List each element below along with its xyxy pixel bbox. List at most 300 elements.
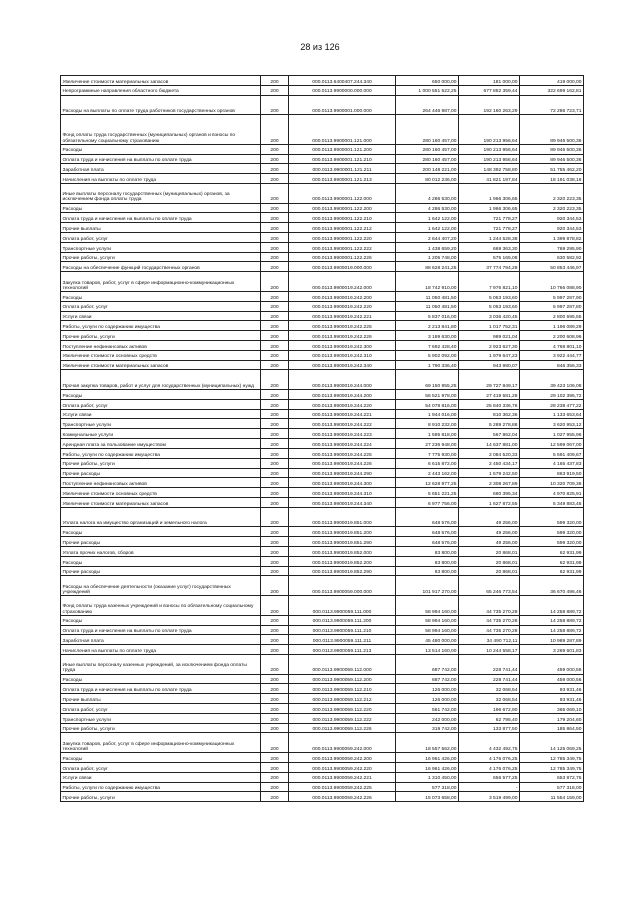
line-code-cell: 200: [261, 390, 289, 400]
executed-amount-cell: 44 735 270,28: [459, 615, 520, 625]
table-row: [61, 527, 584, 537]
executed-amount-cell: 721 778,27: [459, 213, 520, 223]
row-name-cell: Оплата работ, услуг: [61, 704, 261, 714]
executed-amount-cell: 133 877,50: [459, 723, 520, 733]
classification-code-cell: 000.0113.9900001.121.210: [289, 154, 396, 164]
classification-code-cell: 000.0113.9900001.122.220: [289, 233, 396, 243]
approved-amount-cell: 4 286 530,00: [396, 183, 459, 203]
table-row: [61, 713, 584, 723]
unexecuted-amount-cell: 93 931,46: [520, 694, 584, 704]
line-code-cell: 200: [261, 615, 289, 625]
classification-code-cell: 000.0113.9900059.111.000: [289, 596, 396, 616]
approved-amount-cell: 11 050 481,50: [396, 291, 459, 301]
unexecuted-amount-cell: 459 000,56: [520, 674, 584, 684]
approved-amount-cell: 15 073 658,00: [396, 792, 459, 802]
table-row: [61, 115, 584, 144]
unexecuted-amount-cell: 179 204,60: [520, 713, 584, 723]
approved-amount-cell: 18 557 562,00: [396, 733, 459, 753]
approved-amount-cell: 80 012 236,00: [396, 174, 459, 184]
table-row: [61, 242, 584, 252]
line-code-cell: 200: [261, 723, 289, 733]
classification-code-cell: 000.0113.9900001.122.212: [289, 223, 396, 233]
row-name-cell: Расходы на обеспечение деятельности (оказание услуг) государственных учреждений: [61, 576, 261, 596]
approved-amount-cell: 5 651 221,25: [396, 488, 459, 498]
approved-amount-cell: 69 150 955,25: [396, 370, 459, 390]
row-name-cell: Увеличение стоимости материальных запасов: [61, 360, 261, 370]
executed-amount-cell: 20 868,01: [459, 547, 520, 557]
approved-amount-cell: 1 310 450,00: [396, 772, 459, 782]
unexecuted-amount-cell: 89 946 500,36: [520, 154, 584, 164]
line-code-cell: 200: [261, 321, 289, 331]
unexecuted-amount-cell: 1 133 653,64: [520, 409, 584, 419]
approved-amount-cell: 6 977 756,00: [396, 497, 459, 507]
row-name-cell: Расходы: [61, 753, 261, 763]
line-code-cell: 200: [261, 115, 289, 144]
unexecuted-amount-cell: 62 931,99: [520, 547, 584, 557]
row-name-cell: Расходы: [61, 615, 261, 625]
row-name-cell: Закупка товаров, работ, услуг в сфере информационно-коммуникационных технологий: [61, 272, 261, 292]
row-name-cell: Закупка товаров, работ, услуг в сфере информационно-коммуникационных технологий: [61, 733, 261, 753]
line-code-cell: 200: [261, 242, 289, 252]
unexecuted-amount-cell: 5 691 409,67: [520, 448, 584, 458]
line-code-cell: 200: [261, 154, 289, 164]
approved-amount-cell: 3 189 630,00: [396, 331, 459, 341]
line-code-cell: 200: [261, 213, 289, 223]
executed-amount-cell: 29 727 849,17: [459, 370, 520, 390]
budget-table: [60, 75, 584, 802]
classification-code-cell: 000.0113.9900001.000.000: [289, 95, 396, 115]
unexecuted-amount-cell: 5 997 287,90: [520, 291, 584, 301]
line-code-cell: 200: [261, 497, 289, 507]
line-code-cell: 200: [261, 527, 289, 537]
table-row: [61, 468, 584, 478]
classification-code-cell: 000.0113.9900019.851.290: [289, 537, 396, 547]
row-name-cell: Начисления на выплаты по оплате труда: [61, 174, 261, 184]
row-name-cell: Увеличение стоимости материальных запасов: [61, 497, 261, 507]
classification-code-cell: 000.0113.9900059.112.212: [289, 694, 396, 704]
executed-amount-cell: 656 577,25: [459, 772, 520, 782]
row-name-cell: Иные выплаты персоналу казенных учреждений, за исключением фонда оплаты труда: [61, 654, 261, 674]
executed-amount-cell: 989 021,04: [459, 331, 520, 341]
line-code-cell: 200: [261, 331, 289, 341]
line-code-cell: 200: [261, 448, 289, 458]
classification-code-cell: 000.0113.9900001.122.222: [289, 242, 396, 252]
classification-code-cell: 000.0113.9900019.242.226: [289, 331, 396, 341]
row-name-cell: Транспортные услуги: [61, 242, 261, 252]
unexecuted-amount-cell: 39 423 106,08: [520, 370, 584, 390]
line-code-cell: 200: [261, 429, 289, 439]
line-code-cell: 200: [261, 272, 289, 292]
table-row: [61, 262, 584, 272]
executed-amount-cell: 181 000,00: [459, 76, 520, 86]
row-name-cell: Начисления на выплаты по оплате труда: [61, 645, 261, 655]
unexecuted-amount-cell: 3 922 444,77: [520, 350, 584, 360]
line-code-cell: 200: [261, 772, 289, 782]
classification-code-cell: 000.0113.9900019.242.220: [289, 301, 396, 311]
unexecuted-amount-cell: 2 200 608,96: [520, 331, 584, 341]
executed-amount-cell: 20 868,01: [459, 566, 520, 576]
table-row: [61, 684, 584, 694]
unexecuted-amount-cell: 185 864,50: [520, 723, 584, 733]
classification-code-cell: 000.0113.9900019.242.221: [289, 311, 396, 321]
approved-amount-cell: 5 902 092,00: [396, 350, 459, 360]
unexecuted-amount-cell: 28 238 477,22: [520, 399, 584, 409]
approved-amount-cell: 648 576,00: [396, 507, 459, 527]
classification-code-cell: 000.0113.9900019.242.200: [289, 291, 396, 301]
classification-code-cell: 000.0113.9900059.112.222: [289, 713, 396, 723]
row-name-cell: Уплата налога на имущество организаций и земельного налога: [61, 507, 261, 527]
executed-amount-cell: 190 213 956,64: [459, 115, 520, 144]
executed-amount-cell: -: [459, 782, 520, 792]
table-row: [61, 272, 584, 292]
executed-amount-cell: 1 244 528,38: [459, 233, 520, 243]
unexecuted-amount-cell: 4 970 825,91: [520, 488, 584, 498]
approved-amount-cell: 54 078 816,00: [396, 399, 459, 409]
approved-amount-cell: 1 000 551 522,25: [396, 85, 459, 95]
row-name-cell: Арендная плата за пользование имуществом: [61, 439, 261, 449]
line-code-cell: 200: [261, 782, 289, 792]
line-code-cell: 200: [261, 85, 289, 95]
approved-amount-cell: 264 446 987,00: [396, 95, 459, 115]
row-name-cell: Расходы: [61, 527, 261, 537]
executed-amount-cell: 65 246 773,54: [459, 576, 520, 596]
approved-amount-cell: 58 994 160,00: [396, 615, 459, 625]
unexecuted-amount-cell: 10 989 287,89: [520, 635, 584, 645]
executed-amount-cell: 669 363,30: [459, 242, 520, 252]
classification-code-cell: 000.0113.6400407.244.340: [289, 76, 396, 86]
approved-amount-cell: 1 790 336,40: [396, 360, 459, 370]
approved-amount-cell: 561 742,00: [396, 704, 459, 714]
classification-code-cell: 000.0113.9900059.242.220: [289, 762, 396, 772]
classification-code-cell: 000.0113.9900059.242.200: [289, 753, 396, 763]
unexecuted-amount-cell: 920 344,53: [520, 223, 584, 233]
row-name-cell: Транспортные услуги: [61, 713, 261, 723]
executed-amount-cell: 1 966 306,65: [459, 203, 520, 213]
row-name-cell: Расходы: [61, 556, 261, 566]
table-row: [61, 144, 584, 154]
classification-code-cell: 000.0113.9900059.111.210: [289, 625, 396, 635]
unexecuted-amount-cell: 29 102 396,72: [520, 390, 584, 400]
approved-amount-cell: 16 961 426,00: [396, 753, 459, 763]
table-row: [61, 429, 584, 439]
unexecuted-amount-cell: 62 931,99: [520, 566, 584, 576]
row-name-cell: Услуги связи: [61, 311, 261, 321]
unexecuted-amount-cell: 599 320,00: [520, 507, 584, 527]
approved-amount-cell: 1 642 122,00: [396, 213, 459, 223]
executed-amount-cell: 1 627 872,55: [459, 497, 520, 507]
table-row: [61, 76, 584, 86]
executed-amount-cell: 1 979 647,23: [459, 350, 520, 360]
line-code-cell: 200: [261, 762, 289, 772]
table-row: [61, 694, 584, 704]
executed-amount-cell: 44 735 270,28: [459, 596, 520, 616]
line-code-cell: 200: [261, 458, 289, 468]
unexecuted-amount-cell: 5 997 287,80: [520, 301, 584, 311]
row-name-cell: Увеличение стоимости основных средств: [61, 350, 261, 360]
approved-amount-cell: 319 742,00: [396, 723, 459, 733]
unexecuted-amount-cell: 3 620 953,12: [520, 419, 584, 429]
approved-amount-cell: 2 443 162,00: [396, 468, 459, 478]
unexecuted-amount-cell: 2 800 595,55: [520, 311, 584, 321]
line-code-cell: 200: [261, 409, 289, 419]
row-name-cell: Работы, услуги по содержанию имущества: [61, 782, 261, 792]
classification-code-cell: 000.0113.9900001.121.211: [289, 164, 396, 174]
executed-amount-cell: 2 450 434,17: [459, 458, 520, 468]
unexecuted-amount-cell: 50 853 446,97: [520, 262, 584, 272]
line-code-cell: 200: [261, 291, 289, 301]
executed-amount-cell: 5 289 278,88: [459, 419, 520, 429]
table-row: [61, 311, 584, 321]
unexecuted-amount-cell: 4 165 437,83: [520, 458, 584, 468]
unexecuted-amount-cell: 36 670 496,46: [520, 576, 584, 596]
classification-code-cell: 000.0113.9900019.242.340: [289, 360, 396, 370]
executed-amount-cell: 228 741,44: [459, 674, 520, 684]
table-row: [61, 164, 584, 174]
line-code-cell: 200: [261, 262, 289, 272]
unexecuted-amount-cell: 14 258 889,72: [520, 615, 584, 625]
row-name-cell: Прочие работы, услуги: [61, 252, 261, 262]
approved-amount-cell: 83 800,00: [396, 556, 459, 566]
table-row: [61, 753, 584, 763]
row-name-cell: Расходы: [61, 390, 261, 400]
approved-amount-cell: 83 800,00: [396, 547, 459, 557]
table-row: [61, 291, 584, 301]
table-row: [61, 772, 584, 782]
table-row: [61, 174, 584, 184]
row-name-cell: Фонд оплаты труда государственных (муниципальных) органов и взносы по обязательному социальному страхованию: [61, 115, 261, 144]
approved-amount-cell: 1 595 818,00: [396, 429, 459, 439]
classification-code-cell: 000.0113.9900019.244.223: [289, 429, 396, 439]
line-code-cell: 200: [261, 547, 289, 557]
table-row: [61, 203, 584, 213]
line-code-cell: 200: [261, 223, 289, 233]
approved-amount-cell: 45 480 000,00: [396, 635, 459, 645]
approved-amount-cell: 126 000,00: [396, 694, 459, 704]
approved-amount-cell: 18 742 910,00: [396, 272, 459, 292]
approved-amount-cell: 7 775 930,00: [396, 448, 459, 458]
unexecuted-amount-cell: 365 069,10: [520, 704, 584, 714]
line-code-cell: 200: [261, 576, 289, 596]
unexecuted-amount-cell: 459 000,56: [520, 654, 584, 674]
line-code-cell: 200: [261, 488, 289, 498]
row-name-cell: Расходы: [61, 203, 261, 213]
unexecuted-amount-cell: 89 946 500,36: [520, 144, 584, 154]
unexecuted-amount-cell: 12 785 349,75: [520, 753, 584, 763]
table-row: [61, 252, 584, 262]
executed-amount-cell: 567 862,04: [459, 429, 520, 439]
classification-code-cell: 000.0113.9900059.112.000: [289, 654, 396, 674]
executed-amount-cell: 25 840 336,76: [459, 399, 520, 409]
row-name-cell: Заработная плата: [61, 164, 261, 174]
approved-amount-cell: 1 642 122,00: [396, 223, 459, 233]
table-row: [61, 704, 584, 714]
classification-code-cell: 000.0113.9900059.112.220: [289, 704, 396, 714]
classification-code-cell: 000.0113.9900001.122.000: [289, 183, 396, 203]
table-row: [61, 233, 584, 243]
executed-amount-cell: 190 213 956,64: [459, 154, 520, 164]
classification-code-cell: 000.0113.9900019.242.000: [289, 272, 396, 292]
table-row: [61, 301, 584, 311]
table-row: [61, 625, 584, 635]
table-row: [61, 537, 584, 547]
approved-amount-cell: 101 917 270,00: [396, 576, 459, 596]
row-name-cell: Прочие выплаты: [61, 223, 261, 233]
table-row: [61, 340, 584, 350]
executed-amount-cell: 196 672,90: [459, 704, 520, 714]
row-name-cell: Коммунальные услуги: [61, 429, 261, 439]
executed-amount-cell: 4 176 076,25: [459, 762, 520, 772]
approved-amount-cell: 83 800,00: [396, 566, 459, 576]
executed-amount-cell: 49 256,00: [459, 527, 520, 537]
table-row: [61, 448, 584, 458]
line-code-cell: 200: [261, 507, 289, 527]
approved-amount-cell: 687 742,00: [396, 654, 459, 674]
row-name-cell: Непрограммные направления областного бюджета: [61, 85, 261, 95]
unexecuted-amount-cell: 769 295,90: [520, 242, 584, 252]
row-name-cell: Оплата работ, услуг: [61, 301, 261, 311]
unexecuted-amount-cell: 51 755 462,20: [520, 164, 584, 174]
classification-code-cell: 000.0113.9900019.000.000: [289, 262, 396, 272]
line-code-cell: 200: [261, 674, 289, 684]
executed-amount-cell: 2 084 520,33: [459, 448, 520, 458]
table-row: [61, 183, 584, 203]
executed-amount-cell: 810 362,36: [459, 409, 520, 419]
classification-code-cell: 000.0113.9900059.242.000: [289, 733, 396, 753]
executed-amount-cell: 677 852 359,44: [459, 85, 520, 95]
budget-table-body: [61, 76, 584, 802]
approved-amount-cell: 6 615 872,00: [396, 458, 459, 468]
executed-amount-cell: 4 432 492,75: [459, 733, 520, 753]
executed-amount-cell: 721 778,27: [459, 223, 520, 233]
table-row: [61, 85, 584, 95]
line-code-cell: 200: [261, 556, 289, 566]
classification-code-cell: 000.0113.9900019.244.300: [289, 478, 396, 488]
executed-amount-cell: 32 068,54: [459, 684, 520, 694]
unexecuted-amount-cell: 419 000,00: [520, 76, 584, 86]
approved-amount-cell: 5 837 016,00: [396, 311, 459, 321]
classification-code-cell: 000.0113.9900059.111.211: [289, 635, 396, 645]
classification-code-cell: 000.0113.9900019.244.222: [289, 419, 396, 429]
line-code-cell: 200: [261, 370, 289, 390]
row-name-cell: Оплата работ, услуг: [61, 399, 261, 409]
approved-amount-cell: 1 944 016,00: [396, 409, 459, 419]
executed-amount-cell: 32 068,54: [459, 694, 520, 704]
table-row: [61, 723, 584, 733]
line-code-cell: 200: [261, 645, 289, 655]
line-code-cell: 200: [261, 684, 289, 694]
classification-code-cell: 000.0113.9900001.122.210: [289, 213, 396, 223]
classification-code-cell: 000.0113.9900019.244.200: [289, 390, 396, 400]
table-row: [61, 615, 584, 625]
row-name-cell: Работы, услуги по содержанию имущества: [61, 448, 261, 458]
line-code-cell: 200: [261, 399, 289, 409]
classification-code-cell: 000.0113.9900019.244.220: [289, 399, 396, 409]
row-name-cell: Прочие расходы: [61, 468, 261, 478]
classification-code-cell: 000.0113.9900019.244.310: [289, 488, 396, 498]
classification-code-cell: 000.0113.9900019.852.290: [289, 566, 396, 576]
classification-code-cell: 000.0113.9900019.242.310: [289, 350, 396, 360]
table-row: [61, 439, 584, 449]
executed-amount-cell: 575 165,08: [459, 252, 520, 262]
executed-amount-cell: 190 213 956,64: [459, 144, 520, 154]
classification-code-cell: 000.0113.9900019.244.226: [289, 458, 396, 468]
unexecuted-amount-cell: 11 554 159,00: [520, 792, 584, 802]
row-name-cell: Расходы: [61, 144, 261, 154]
unexecuted-amount-cell: 2 320 223,35: [520, 183, 584, 203]
approved-amount-cell: 56 521 978,00: [396, 390, 459, 400]
unexecuted-amount-cell: 599 320,00: [520, 527, 584, 537]
executed-amount-cell: 3 519 499,00: [459, 792, 520, 802]
table-row: [61, 566, 584, 576]
classification-code-cell: 000.0113.9900059.112.200: [289, 674, 396, 684]
row-name-cell: Оплата работ, услуг: [61, 762, 261, 772]
executed-amount-cell: 2 308 267,89: [459, 478, 520, 488]
classification-code-cell: 000.0113.9900019.244.221: [289, 409, 396, 419]
executed-amount-cell: 3 036 420,45: [459, 311, 520, 321]
table-row: [61, 576, 584, 596]
line-code-cell: 200: [261, 792, 289, 802]
unexecuted-amount-cell: 72 286 723,71: [520, 95, 584, 115]
table-row: [61, 331, 584, 341]
approved-amount-cell: 58 994 160,00: [396, 625, 459, 635]
executed-amount-cell: 62 795,40: [459, 713, 520, 723]
line-code-cell: 200: [261, 340, 289, 350]
approved-amount-cell: 1 438 659,20: [396, 242, 459, 252]
table-row: [61, 95, 584, 115]
executed-amount-cell: 27 419 581,28: [459, 390, 520, 400]
row-name-cell: Оплата труда и начисления на выплаты по оплате труда: [61, 684, 261, 694]
row-name-cell: Уплата прочих налогов, сборов: [61, 547, 261, 557]
row-name-cell: Расходы на обеспечение функций государственных органов: [61, 262, 261, 272]
approved-amount-cell: 8 910 232,00: [396, 419, 459, 429]
table-row: [61, 399, 584, 409]
table-row: [61, 350, 584, 360]
row-name-cell: Оплата труда и начисления на выплаты по оплате труда: [61, 213, 261, 223]
classification-code-cell: 000.0113.9900019.851.000: [289, 507, 396, 527]
classification-code-cell: 000.0113.9900001.122.226: [289, 252, 396, 262]
classification-code-cell: 000.0113.9900000.000.000: [289, 85, 396, 95]
classification-code-cell: 000.0113.9900059.111.200: [289, 615, 396, 625]
approved-amount-cell: 27 236 948,00: [396, 439, 459, 449]
row-name-cell: Прочие работы, услуги: [61, 723, 261, 733]
executed-amount-cell: 44 735 270,28: [459, 625, 520, 635]
classification-code-cell: 000.0113.9900059.242.225: [289, 782, 396, 792]
row-name-cell: Иные выплаты персоналу государственных (муниципальных) органов, за исключением фонда оплаты труда: [61, 183, 261, 203]
line-code-cell: 200: [261, 174, 289, 184]
line-code-cell: 200: [261, 566, 289, 576]
classification-code-cell: 000.0113.9900001.122.200: [289, 203, 396, 213]
unexecuted-amount-cell: 5 349 883,45: [520, 497, 584, 507]
row-name-cell: Прочие работы, услуги: [61, 458, 261, 468]
row-name-cell: Транспортные услуги: [61, 419, 261, 429]
unexecuted-amount-cell: 12 785 349,75: [520, 762, 584, 772]
unexecuted-amount-cell: 89 946 500,36: [520, 115, 584, 144]
row-name-cell: Расходы: [61, 291, 261, 301]
unexecuted-amount-cell: 322 699 162,81: [520, 85, 584, 95]
line-code-cell: 200: [261, 233, 289, 243]
row-name-cell: Расходы: [61, 674, 261, 684]
unexecuted-amount-cell: 4 768 801,10: [520, 340, 584, 350]
unexecuted-amount-cell: 599 320,00: [520, 537, 584, 547]
table-row: [61, 556, 584, 566]
line-code-cell: 200: [261, 301, 289, 311]
executed-amount-cell: 41 821 197,84: [459, 174, 520, 184]
line-code-cell: 200: [261, 144, 289, 154]
table-row: [61, 762, 584, 772]
unexecuted-amount-cell: 630 582,92: [520, 252, 584, 262]
line-code-cell: 200: [261, 733, 289, 753]
row-name-cell: Прочие расходы: [61, 566, 261, 576]
